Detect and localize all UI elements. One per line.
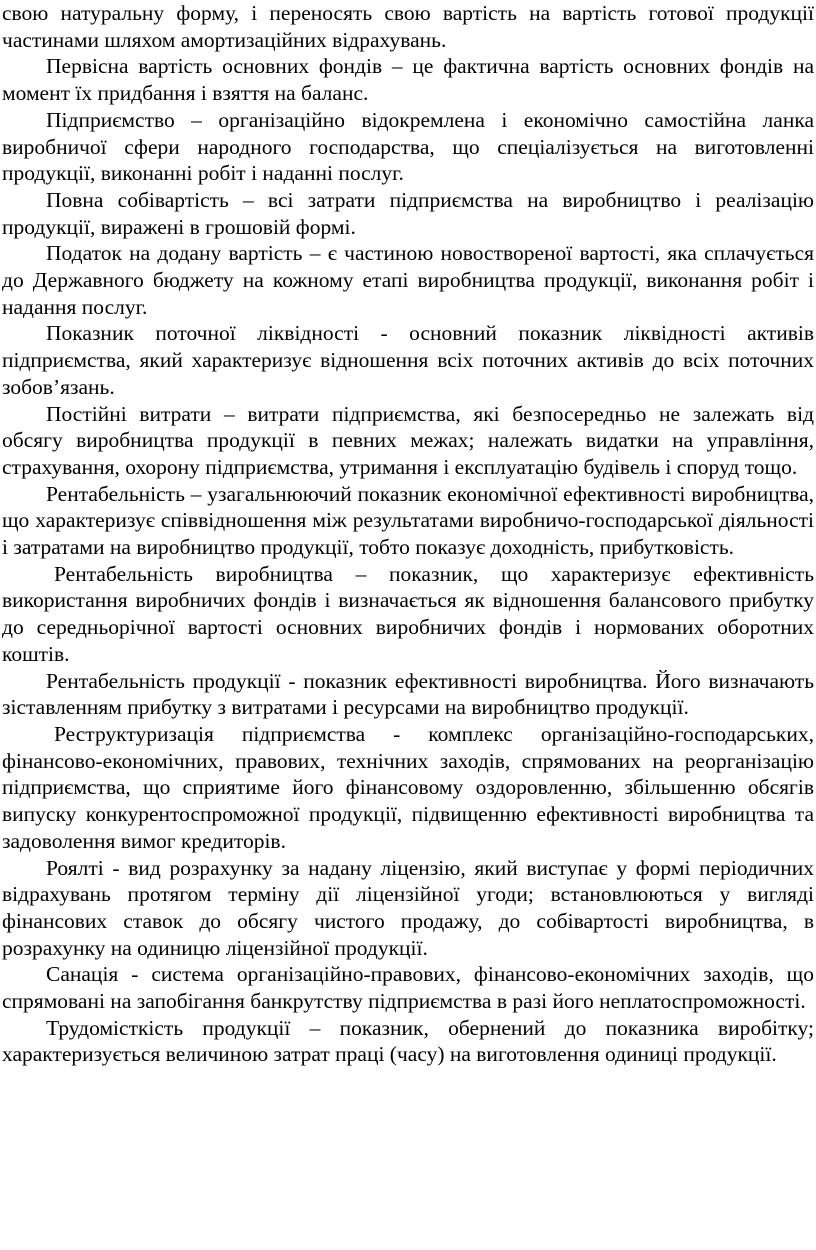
paragraph-labor-intensity: Трудомісткість продукції – показник, обернений до показника виробітку; характеризується величиною затрат праці (часу) на виготовлення одиниці продукції.: [2, 1015, 814, 1067]
paragraph-product-profitability: Рентабельність продукції - показник ефективності виробництва. Його визначають зіставленням прибутку з витратами і ресурсами на виробництво продукції.: [2, 668, 814, 720]
paragraph-restructuring: Реструктуризація підприємства - комплекс організаційно-господарських, фінансово-економічних, правових, технічних заходів, спрямованих на реорганізацію підприємства, що сприятиме його фінансовому оздоровленню, збільшенню обсягів випуску конкурентоспроможної продукції, підвищенню ефективності виробництва та задоволення вимог кредиторів.: [2, 721, 814, 853]
paragraph-current-liquidity: Показник поточної ліквідності - основний показник ліквідності активів підприємства, який характеризує відношення всіх поточних активів до всіх поточних зобов’язань.: [2, 321, 814, 399]
paragraph-initial-cost: Первісна вартість основних фондів – це фактична вартість основних фондів на момент їх придбання і взяття на баланс.: [2, 54, 814, 106]
paragraph-production-profitability: Рентабельність виробництва – показник, що характеризує ефективність використання виробничих фондів і визначається як відношення балансового прибутку до середньорічної вартості основних виробничих фондів і нормованих оборотних коштів.: [2, 561, 814, 666]
paragraph-sanation: Санація - система організаційно-правових, фінансово-економічних заходів, що спрямовані на запобігання банкрутству підприємства в разі його неплатоспроможності.: [2, 962, 814, 1014]
paragraph-enterprise: Підприємство – організаційно відокремлена і економічно самостійна ланка виробничої сфери народного господарства, що спеціалізується на виготовленні продукції, виконанні робіт і наданні послуг.: [2, 107, 814, 186]
paragraph-fixed-costs: Постійні витрати – витрати підприємства, які безпосередньо не залежать від обсягу виробництва продукції в певних межах; належать видатки на управління, страхування, охорону підприємства, утримання і експлуатацію будівель і споруд тощо.: [2, 401, 814, 479]
paragraph-continuation: свою натуральну форму, і переносять свою вартість на вартість готової продукції частинами шляхом амортизаційних відрахувань.: [2, 1, 814, 52]
paragraph-full-cost: Повна собівартість – всі затрати підприємства на виробництво і реалізацію продукції, виражені в грошовій формі.: [2, 187, 814, 239]
paragraph-profitability: Рентабельність – узагальнюючий показник економічної ефективності виробництва, що характеризує співвідношення між результатами виробничо-господарської діяльності і затратами на виробництво продукції, тобто показує доходність, прибутковість.: [2, 481, 814, 560]
paragraph-royalty: Роялті - вид розрахунку за надану ліцензію, який виступає у формі періодичних відрахувань протягом терміну дії ліцензійної угоди; встановлюються у вигляді фінансових ставок до обсягу чистого продажу, до собівартості виробництва, в розрахунку на одиницю ліцензійної продукції.: [2, 855, 814, 960]
paragraph-vat: Податок на додану вартість – є частиною новоствореної вартості, яка сплачується до Державного бюджету на кожному етапі виробництва продукції, виконання робіт і надання послуг.: [2, 241, 814, 319]
